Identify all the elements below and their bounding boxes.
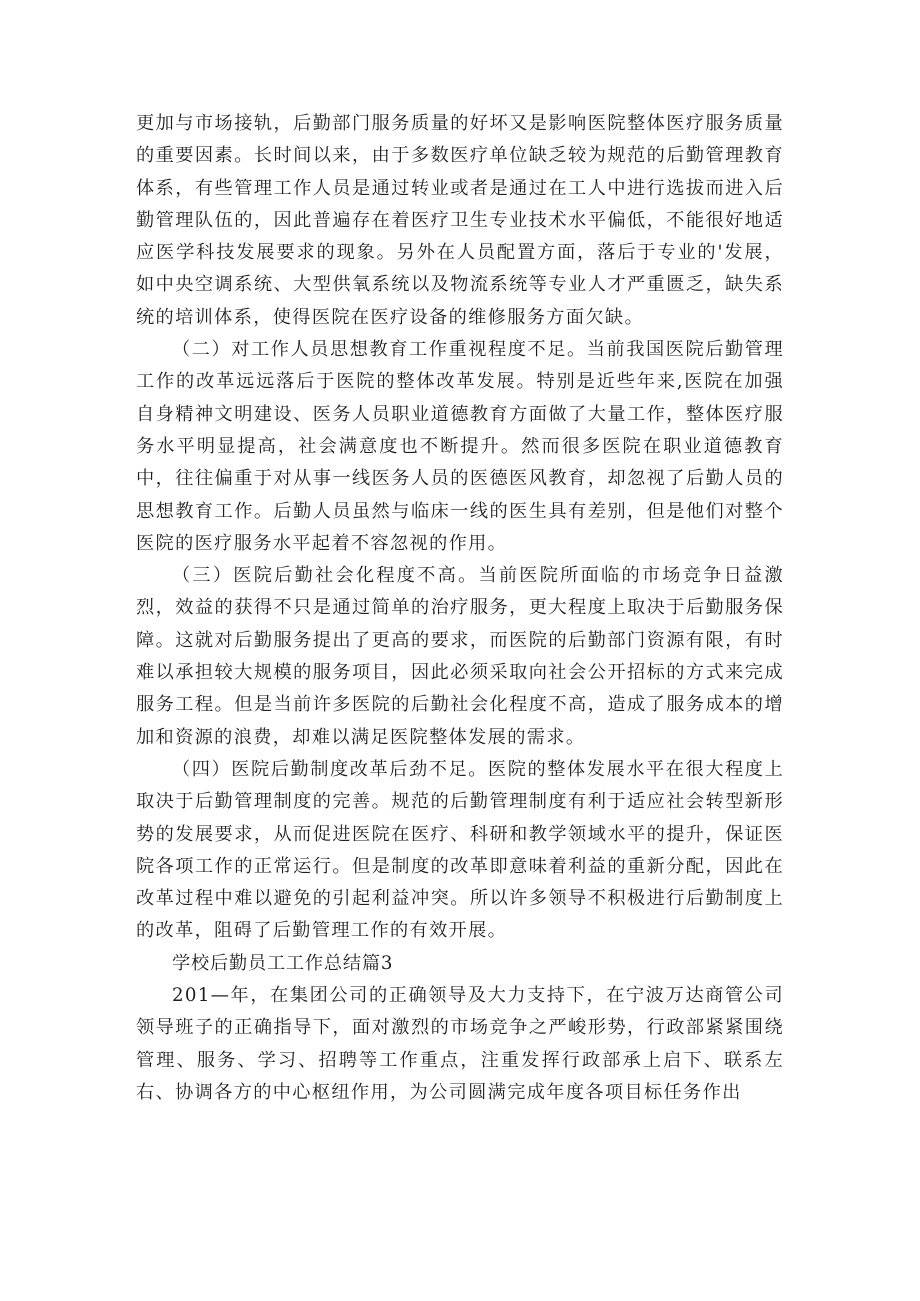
- section-heading: 学校后勤员工工作总结篇3: [172, 952, 394, 974]
- paragraph-item-4: （四）医院后勤制度改革后劲不足。医院的整体发展水平在很大程度上取决于后勤管理制度的完善。规范的后勤管理制度有利于适应社会转型新形势的发展要求，从而促进医院在医疗、科研和教学领域水平的提升，保证医院各项工作的正常运行。但是制度的改革即意味着利益的重新分配，因此在改革过程中难以避免的引起利益冲突。所以许多领导不积极进行后勤制度上的改革，阻碍了后勤管理工作的有效开展。: [136, 758, 784, 942]
- paragraph-continuation: 更加与市场接轨，后勤部门服务质量的好坏又是影响医院整体医疗服务质量的重要因素。长时间以来，由于多数医疗单位缺乏较为规范的后勤管理教育体系，有些管理工作人员是通过转业或者是通过在工人中进行选拔而进入后勤管理队伍的，因此普遍存在着医疗卫生专业技术水平偏低，不能很好地适应医学科技发展要求的现象。另外在人员配置方面，落后于专业的'发展，如中央空调系统、大型供氧系统以及物流系统等专业人才严重匮乏，缺失系统的培训体系，使得医院在医疗设备的维修服务方面欠缺。: [136, 113, 784, 328]
- paragraph-item-2: （二）对工作人员思想教育工作重视程度不足。当前我国医院后勤管理工作的改革远远落后于医院的整体改革发展。特别是近些年来,医院在加强自身精神文明建设、医务人员职业道德教育方面做了大量工作，整体医疗服务水平明显提高，社会满意度也不断提升。然而很多医院在职业道德教育中，往往偏重于对从事一线医务人员的医德医风教育，却忽视了后勤人员的思想教育工作。后勤人员虽然与临床一线的医生具有差别，但是他们对整个医院的医疗服务水平起着不容忽视的作用。: [136, 339, 784, 554]
- document-body: [136, 108, 784, 1109]
- paragraph-section-intro: 201—年，在集团公司的正确领导及大力支持下，在宁波万达商管公司领导班子的正确指导下，面对激烈的市场竞争之严峻形势，行政部紧紧围绕管理、服务、学习、招聘等工作重点，注重发挥行政部承上启下、联系左右、协调各方的中心枢纽作用，为公司圆满完成年度各项目标任务作出: [136, 985, 784, 1103]
- paragraph-item-3: （三）医院后勤社会化程度不高。当前医院所面临的市场竞争日益激烈，效益的获得不只是通过简单的治疗服务，更大程度上取决于后勤服务保障。这就对后勤服务提出了更高的要求，而医院的后勤部门资源有限，有时难以承担较大规模的服务项目，因此必须采取向社会公开招标的方式来完成服务工程。但是当前许多医院的后勤社会化程度不高，造成了服务成本的增加和资源的浪费，却难以满足医院整体发展的需求。: [136, 565, 784, 748]
